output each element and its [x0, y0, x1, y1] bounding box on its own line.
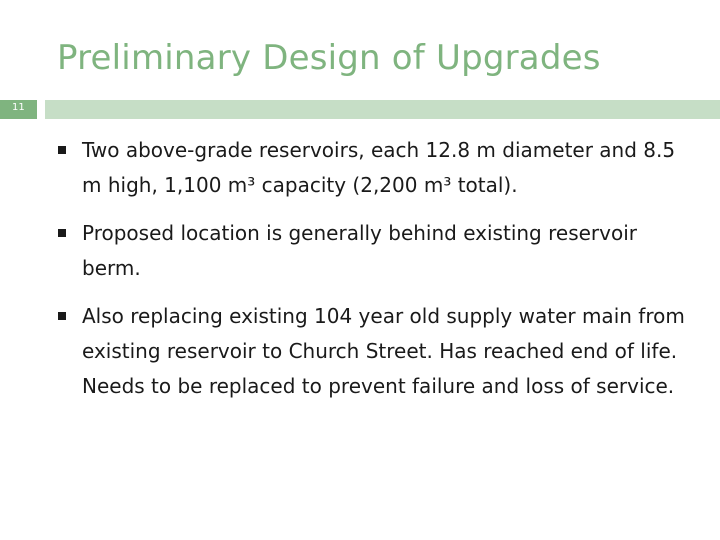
slide-title: Preliminary Design of Upgrades: [57, 38, 601, 78]
bullet-item: [58, 299, 698, 404]
bullet-list: [58, 133, 698, 417]
slide-number: 11: [12, 102, 25, 113]
bullet-text: Also replacing existing 104 year old supply water main from existing reservoir to Church Street. Has reached end of life. Needs to be replaced to prevent failure and loss of service.: [82, 304, 685, 398]
bullet-text: Two above-grade reservoirs, each 12.8 m diameter and 8.5 m high, 1,100 m³ capacity (2,200 m³ total).: [82, 138, 676, 197]
title-divider: [45, 100, 720, 119]
square-bullet-icon: [58, 146, 66, 154]
bullet-item: [58, 216, 698, 286]
bullet-item: [58, 133, 698, 203]
square-bullet-icon: [58, 312, 66, 320]
bullet-text: Proposed location is generally behind existing reservoir berm.: [82, 221, 637, 280]
square-bullet-icon: [58, 229, 66, 237]
